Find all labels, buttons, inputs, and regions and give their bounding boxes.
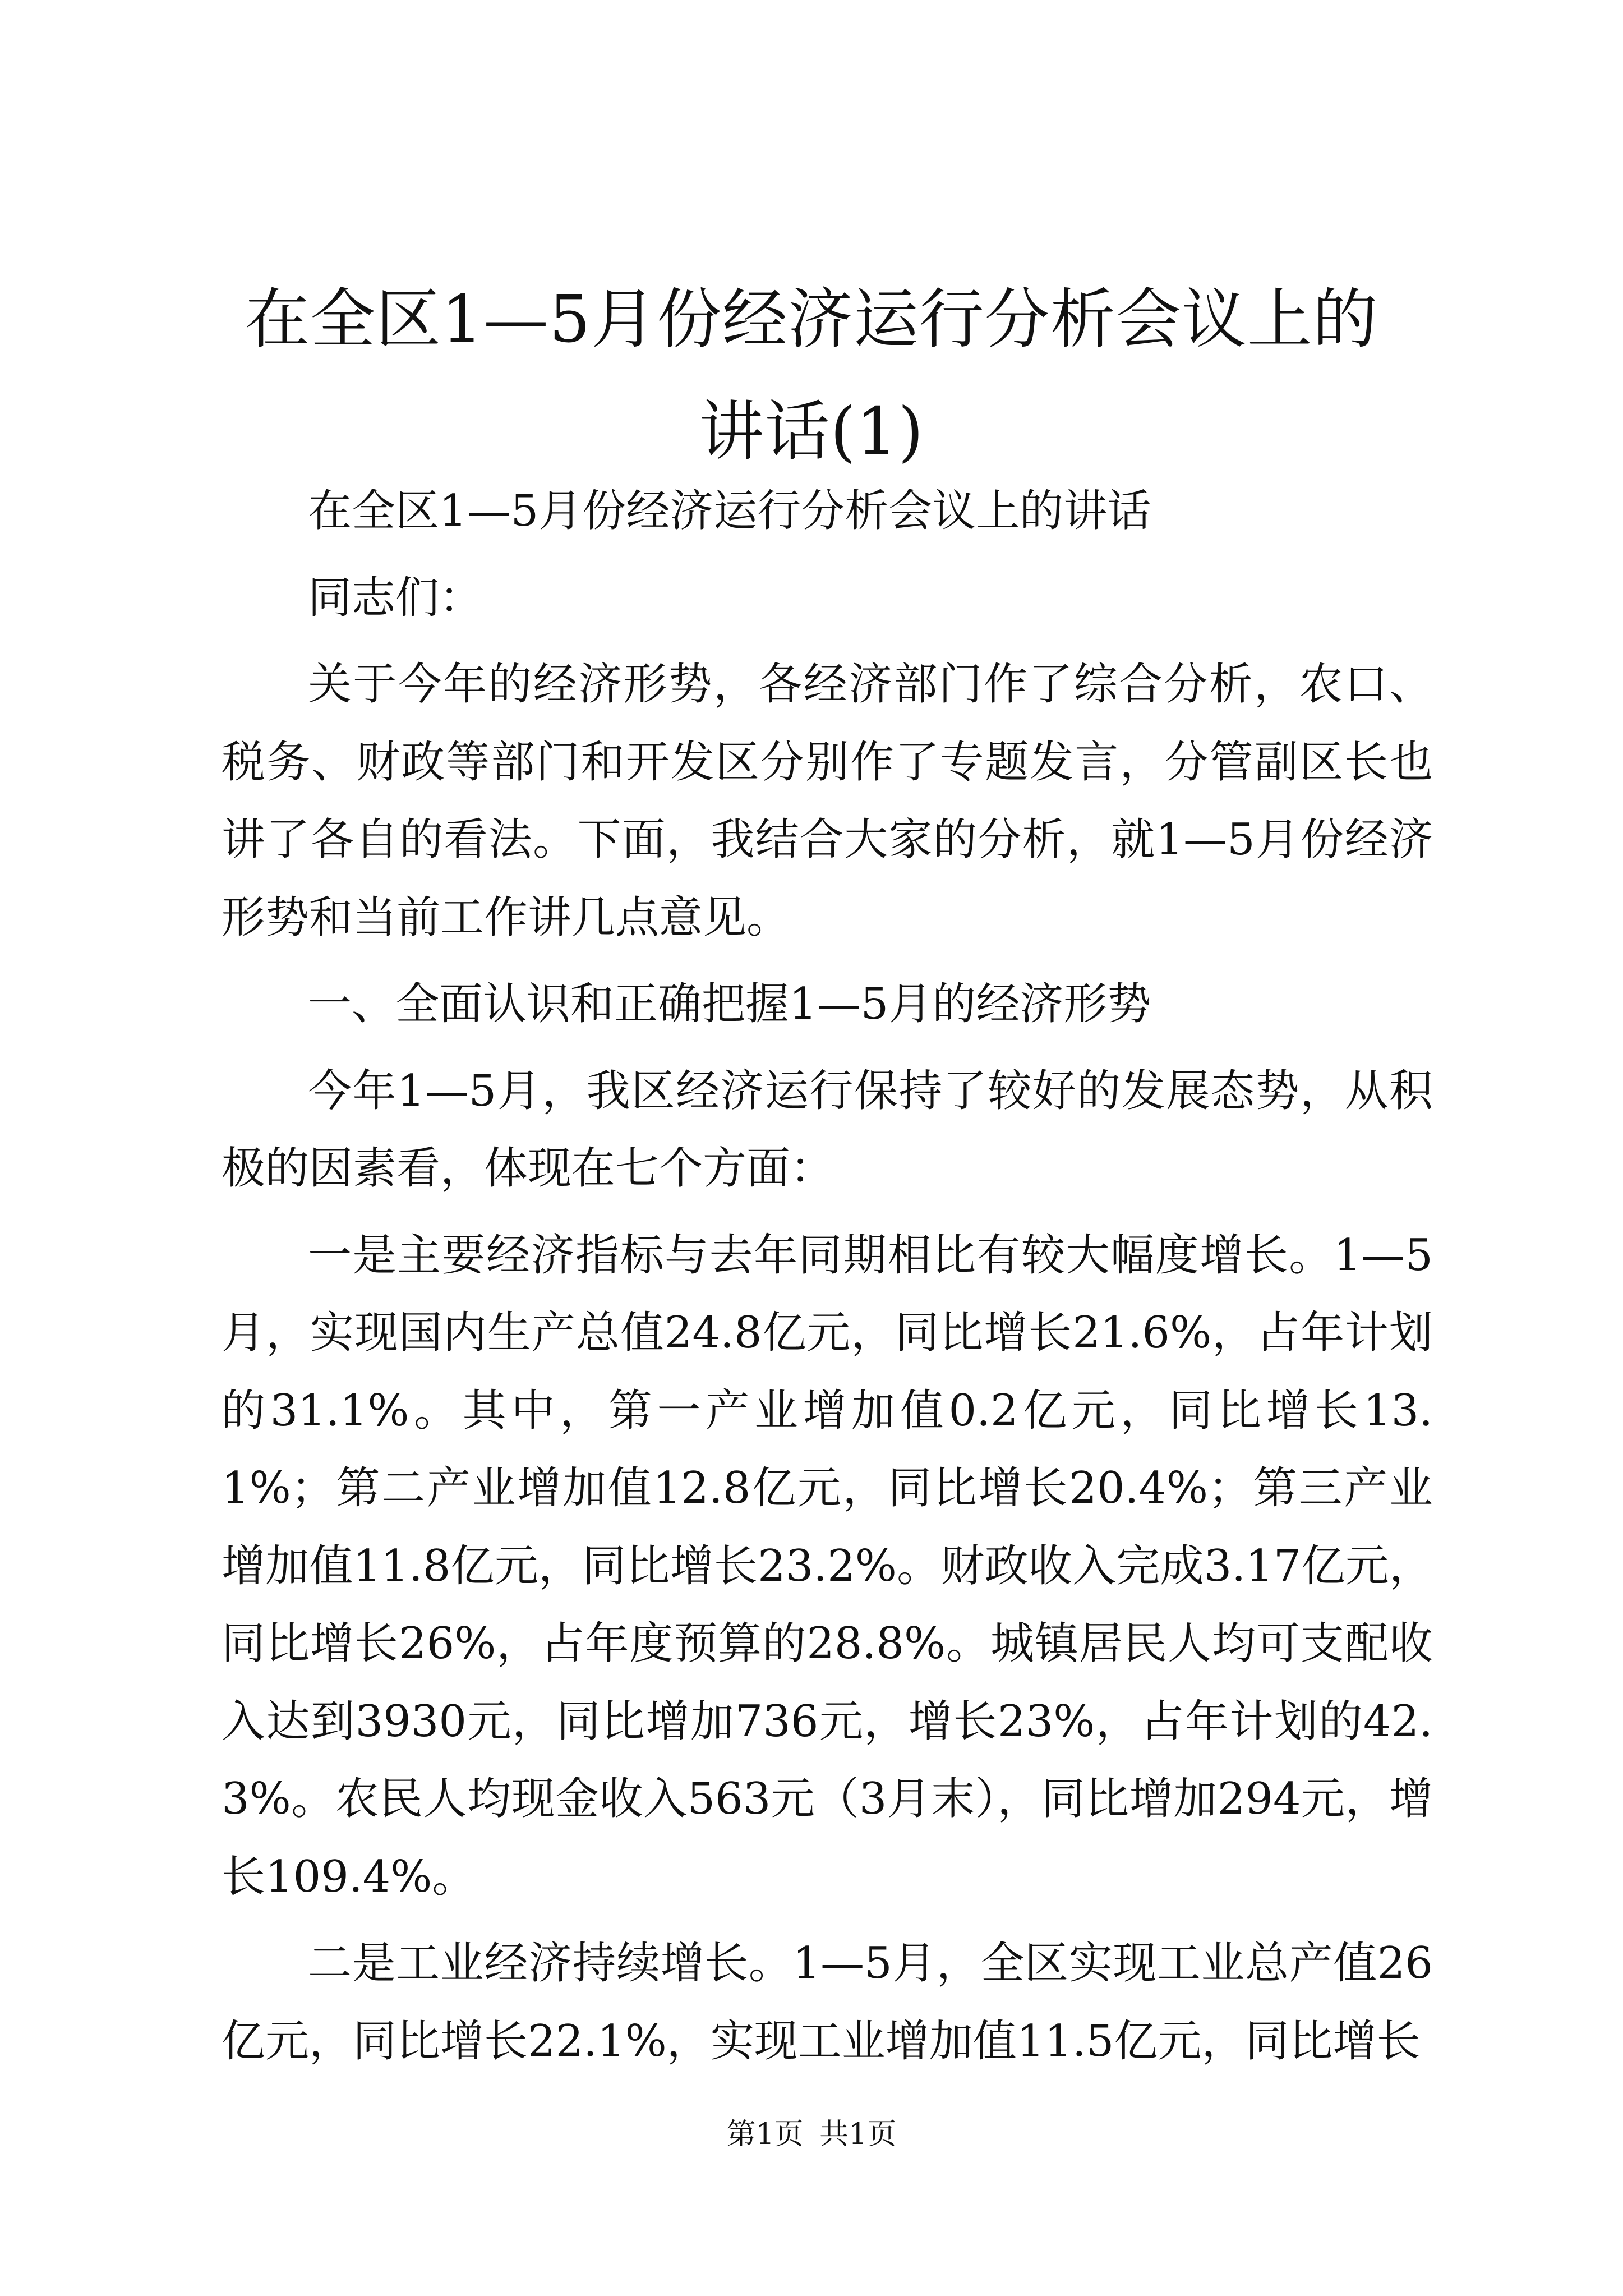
- paragraph-overview: 今年1—5月，我区经济运行保持了较好的发展态势，从积极的因素看，体现在七个方面：: [222, 1065, 1433, 1194]
- paragraph-point-one: 一是主要经济指标与去年同期相比有较大幅度增长。1—5月，实现国内生产总值24.8亿元，同比增长21.6%，占年计划的31.1%。其中，第一产业增加值0.2亿元，同比增长13.1%；第二产业增加值12.8亿元，同比增长20.4%；第三产业增加值11.8亿元，同比增长23.2%。财政收入完成3.17亿元，同比增长26%，占年度预算的28.8%。城镇居民人均可支配收入达到3930元，同比增加736元，增长23%，占年计划的42.3%。农民人均现金收入563元（3月末），同比增加294元，增长109.4%。: [222, 1230, 1433, 1902]
- page-number: 第1页: [726, 2118, 804, 2151]
- paragraph-section-heading: 一、全面认识和正确把握1—5月的经济形势: [308, 979, 1151, 1029]
- document-body: [222, 472, 1433, 2080]
- page-total: 共1页: [819, 2118, 897, 2151]
- paragraph-salutation: 同志们：: [308, 572, 483, 623]
- document-title: 在全区1—5月份经济运行分析会议上的讲话(1): [245, 282, 1378, 470]
- paragraph-point-two: 二是工业经济持续增长。1—5月，全区实现工业总产值26亿元，同比增长22.1%，实现工业增加值11.5亿元，同比增长: [222, 1938, 1433, 2067]
- paragraph-intro: 关于今年的经济形势，各经济部门作了综合分析，农口、税务、财政等部门和开发区分别作了专题发言，分管副区长也讲了各自的看法。下面，我结合大家的分析，就1—5月份经济形势和当前工作讲几点意见。: [222, 659, 1433, 943]
- page-footer: [0, 2115, 1623, 2154]
- paragraph-heading-repeat: 在全区1—5月份经济运行分析会议上的讲话: [308, 486, 1151, 536]
